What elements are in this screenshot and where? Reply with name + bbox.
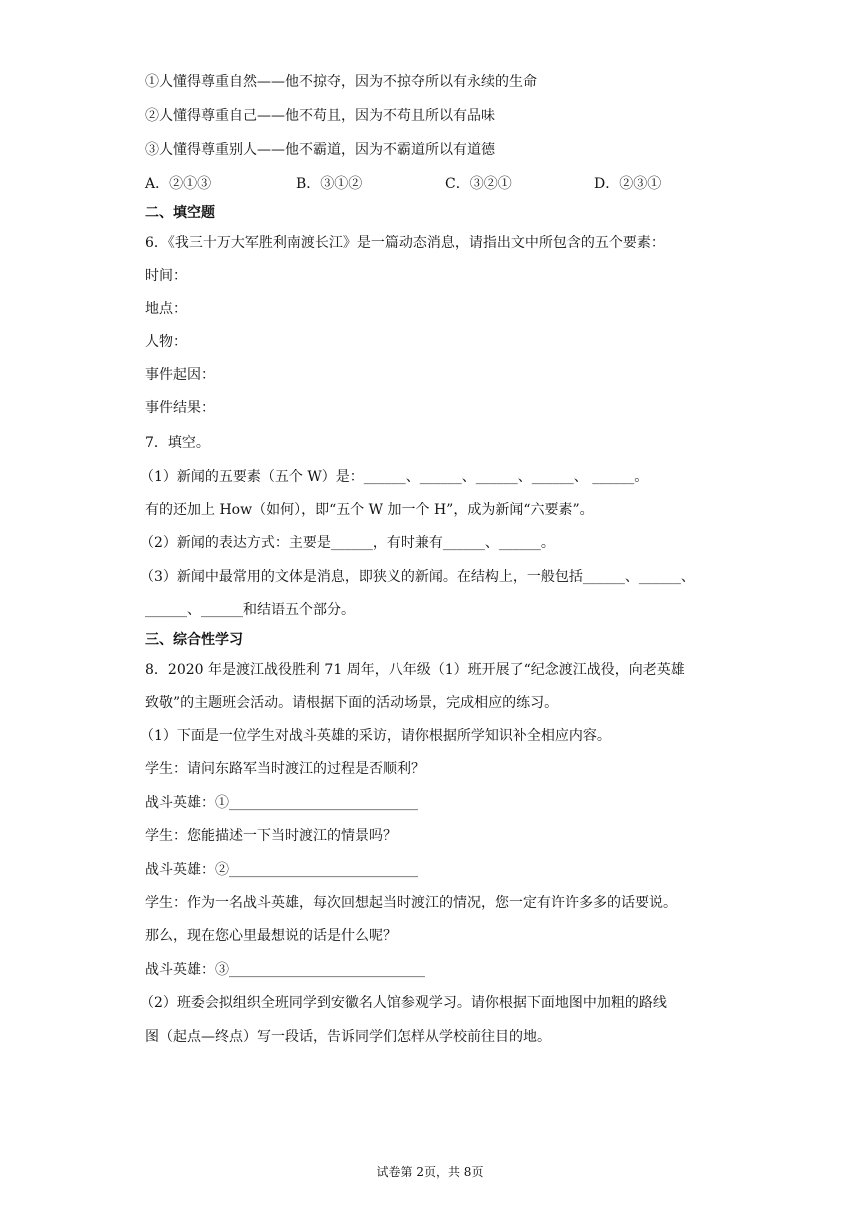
q5-item-1: ①人懂得尊重自然——他不掠夺，因为不掠夺所以有永续的生命: [145, 74, 537, 90]
q8-dialog-student-1: 学生：请问东路军当时渡江的过程是否顺利？: [145, 761, 425, 777]
q6-stem: 6．《我三十万大军胜利南渡长江》是一篇动态消息，请指出文中所包含的五个要素：: [145, 235, 665, 251]
q6-field-people: 人物：: [145, 334, 187, 350]
q7-stem: 7．填空。: [145, 435, 210, 451]
q6-field-time: 时间：: [145, 268, 187, 284]
q6-field-place: 地点：: [145, 301, 187, 317]
q8-stem-line1: 8．2020 年是渡江战役胜利 71 周年，八年级（1）班开展了“纪念渡江战役，向老英雄: [145, 662, 685, 678]
q8-dialog-student-3-line1: 学生：作为一名战斗英雄，每次回想起当时渡江的情况，您一定有许许多多的话要说。: [145, 895, 677, 911]
q8-dialog-student-2: 学生：您能描述一下当时渡江的情景吗？: [145, 828, 397, 844]
section-title-comprehensive: 三、综合性学习: [145, 632, 243, 648]
option-c: C．③②①: [445, 176, 512, 192]
q8-answer-1: 战斗英雄：①___________________________: [145, 795, 418, 811]
q8-part2-line1: （2）班委会拟组织全班同学到安徽名人馆参观学习。请你根据下面地图中加粗的路线: [140, 995, 667, 1011]
q8-dialog-student-3-line2: 那么，现在您心里最想说的话是什么呢？: [145, 928, 397, 944]
q8-answer-2: 战斗英雄：②___________________________: [145, 862, 418, 878]
option-b: B．③①②: [296, 176, 363, 192]
q8-part1: （1）下面是一位学生对战斗英雄的采访，请你根据所学知识补全相应内容。: [140, 728, 611, 744]
section-title-fill-in: 二、填空题: [145, 205, 215, 221]
q6-field-result: 事件结果：: [145, 400, 215, 416]
q7-part1-line1: （1）新闻的五要素（五个 W）是：______、______、______、______、 ______。: [140, 469, 649, 485]
option-a: A．②①③: [145, 176, 212, 192]
q5-item-3: ③人懂得尊重别人——他不霸道，因为不霸道所以有道德: [145, 142, 495, 158]
q7-part3-line2: ______、______和结语五个部分。: [145, 602, 355, 618]
q8-answer-3: 战斗英雄：③____________________________: [145, 962, 425, 978]
q5-item-2: ②人懂得尊重自己——他不苟且，因为不苟且所以有品味: [145, 108, 495, 124]
option-d: D．②③①: [594, 176, 662, 192]
q7-part3-line1: （3）新闻中最常用的文体是消息，即狭义的新闻。在结构上，一般包括______、______、: [140, 569, 695, 585]
q8-part2-line2: 图（起点—终点）写一段话，告诉同学们怎样从学校前往目的地。: [145, 1029, 551, 1045]
q7-part1-line2: 有的还加上 How（如何），即“五个 W 加一个 H”，成为新闻“六要素”。: [145, 502, 594, 518]
page-footer: 试卷第 2页，共 8页: [376, 1165, 484, 1179]
q7-part2: （2）新闻的表达方式：主要是______，有时兼有______、______。: [140, 535, 555, 551]
q8-stem-line2: 致敬”的主题班会活动。请根据下面的活动场景，完成相应的练习。: [145, 695, 559, 711]
q6-field-cause: 事件起因：: [145, 367, 215, 383]
